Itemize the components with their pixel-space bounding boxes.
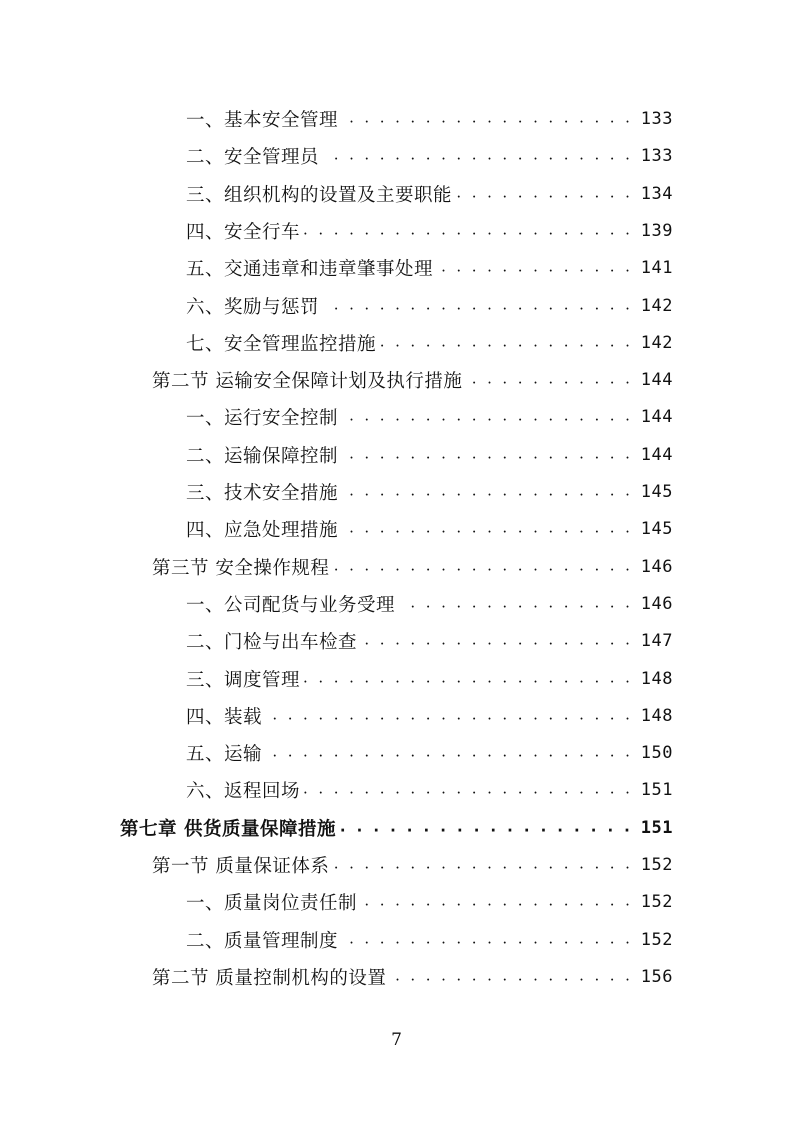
toc-entry-label: 第一节 质量保证体系	[152, 856, 330, 877]
toc-entry-label: 二、运输保障控制	[186, 445, 339, 467]
dot-leader	[323, 291, 633, 321]
dot-leader	[390, 962, 632, 992]
toc-entry-page: 144	[640, 370, 673, 391]
dot-leader	[266, 701, 633, 731]
dot-leader	[304, 664, 633, 694]
dot-leader	[342, 477, 633, 507]
toc-entry-page: 139	[640, 220, 673, 241]
dot-leader	[437, 253, 633, 283]
dot-leader	[456, 179, 633, 209]
toc-entry-page: 142	[640, 332, 673, 353]
toc-entry-page: 133	[640, 109, 673, 129]
toc-entry-page: 145	[640, 482, 673, 502]
toc-entry-page: 141	[640, 258, 673, 279]
toc-entry-label: 第三节 安全操作规程	[152, 557, 330, 579]
toc-subsection-entry[interactable]	[186, 141, 673, 171]
toc-entry-page: 144	[640, 444, 673, 465]
toc-subsection-entry[interactable]	[186, 104, 673, 134]
toc-subsection-entry[interactable]	[186, 328, 673, 358]
dot-leader	[361, 887, 633, 917]
toc-entry-label: 二、质量管理制度	[186, 930, 339, 952]
toc-entry-label: 第七章 供货质量保障措施	[120, 818, 336, 840]
toc-entry-label: 六、奖励与惩罚	[186, 296, 320, 318]
dot-leader	[361, 626, 633, 656]
toc-subsection-entry[interactable]	[186, 216, 673, 246]
toc-subsection-entry[interactable]	[186, 701, 673, 731]
toc-subsection-entry[interactable]	[186, 664, 673, 694]
toc-subsection-entry[interactable]	[186, 477, 673, 507]
dot-leader	[323, 141, 633, 171]
toc-subsection-entry[interactable]	[186, 514, 673, 544]
dot-leader	[342, 925, 633, 955]
toc-entry-label: 一、运行安全控制	[186, 408, 339, 430]
toc-entry-page: 144	[640, 407, 673, 428]
toc-subsection-entry[interactable]	[186, 925, 673, 955]
dot-leader	[333, 552, 632, 582]
toc-entry-label: 五、交通违章和违章肇事处理	[186, 259, 434, 281]
toc-entry-label: 七、安全管理监控措施	[186, 333, 377, 355]
toc-entry-page: 145	[640, 519, 673, 540]
toc-entry-label: 五、运输	[186, 744, 263, 766]
dot-leader	[266, 738, 633, 768]
dot-leader	[333, 850, 632, 880]
dot-leader	[342, 402, 633, 432]
toc-entry-page: 156	[640, 966, 673, 987]
toc-entry-page: 133	[640, 146, 673, 167]
dot-leader	[340, 813, 633, 843]
toc-entry-label: 一、质量岗位责任制	[186, 893, 358, 915]
toc-subsection-entry[interactable]	[186, 626, 673, 656]
toc-subsection-entry[interactable]	[186, 775, 673, 805]
toc-entry-page: 151	[640, 780, 673, 801]
dot-leader	[342, 514, 633, 544]
toc-entry-label: 三、调度管理	[186, 669, 301, 691]
toc-entry-page: 150	[640, 743, 673, 764]
dot-leader	[466, 365, 632, 395]
dot-leader	[342, 440, 633, 470]
toc-entry-page: 148	[640, 668, 673, 689]
toc-section-entry[interactable]	[152, 552, 673, 582]
toc-entry-label: 四、应急处理措施	[186, 520, 339, 542]
dot-leader	[304, 216, 633, 246]
toc-entry-page: 142	[640, 295, 673, 316]
toc-entry-label: 第二节 运输安全保障计划及执行措施	[152, 371, 463, 393]
toc-entry-page: 152	[640, 892, 673, 913]
toc-entry-label: 二、门检与出车检查	[186, 632, 358, 654]
toc-entry-label: 第二节 质量控制机构的设置	[152, 967, 387, 989]
toc-subsection-entry[interactable]	[186, 402, 673, 432]
page-number: 7	[391, 1030, 402, 1050]
dot-leader	[342, 104, 633, 134]
toc-entry-label: 一、公司配货与业务受理	[186, 594, 396, 616]
toc-entry-page: 146	[640, 593, 673, 614]
toc-entry-page: 134	[640, 183, 673, 204]
toc-entry-label: 四、装载	[186, 706, 263, 728]
toc-entry-page: 148	[640, 705, 673, 726]
toc-subsection-entry[interactable]	[186, 589, 673, 619]
toc-subsection-entry[interactable]	[186, 291, 673, 321]
toc-entry-page: 152	[640, 929, 673, 950]
toc-entry-label: 二、安全管理员	[186, 147, 320, 169]
toc-subsection-entry[interactable]	[186, 440, 673, 470]
toc-entry-page: 146	[640, 556, 673, 577]
dot-leader	[399, 589, 633, 619]
toc-entry-label: 三、技术安全措施	[186, 483, 339, 504]
toc-entry-label: 一、基本安全管理	[186, 110, 339, 131]
toc-section-entry[interactable]	[152, 962, 673, 992]
toc-subsection-entry[interactable]	[186, 253, 673, 283]
toc-chapter-entry[interactable]	[120, 813, 673, 843]
toc-section-entry[interactable]	[152, 850, 673, 880]
toc-entry-page: 147	[640, 631, 673, 652]
toc-entry-page: 151	[640, 817, 673, 838]
dot-leader	[380, 328, 633, 358]
toc-section-entry[interactable]	[152, 365, 673, 395]
toc-entry-label: 三、组织机构的设置及主要职能	[186, 184, 453, 206]
toc-subsection-entry[interactable]	[186, 179, 673, 209]
toc-subsection-entry[interactable]	[186, 738, 673, 768]
toc-entry-label: 四、安全行车	[186, 221, 301, 243]
dot-leader	[304, 775, 633, 805]
toc-entry-label: 六、返程回场	[186, 781, 301, 803]
toc-subsection-entry[interactable]	[186, 887, 673, 917]
toc-entry-page: 152	[640, 855, 673, 875]
